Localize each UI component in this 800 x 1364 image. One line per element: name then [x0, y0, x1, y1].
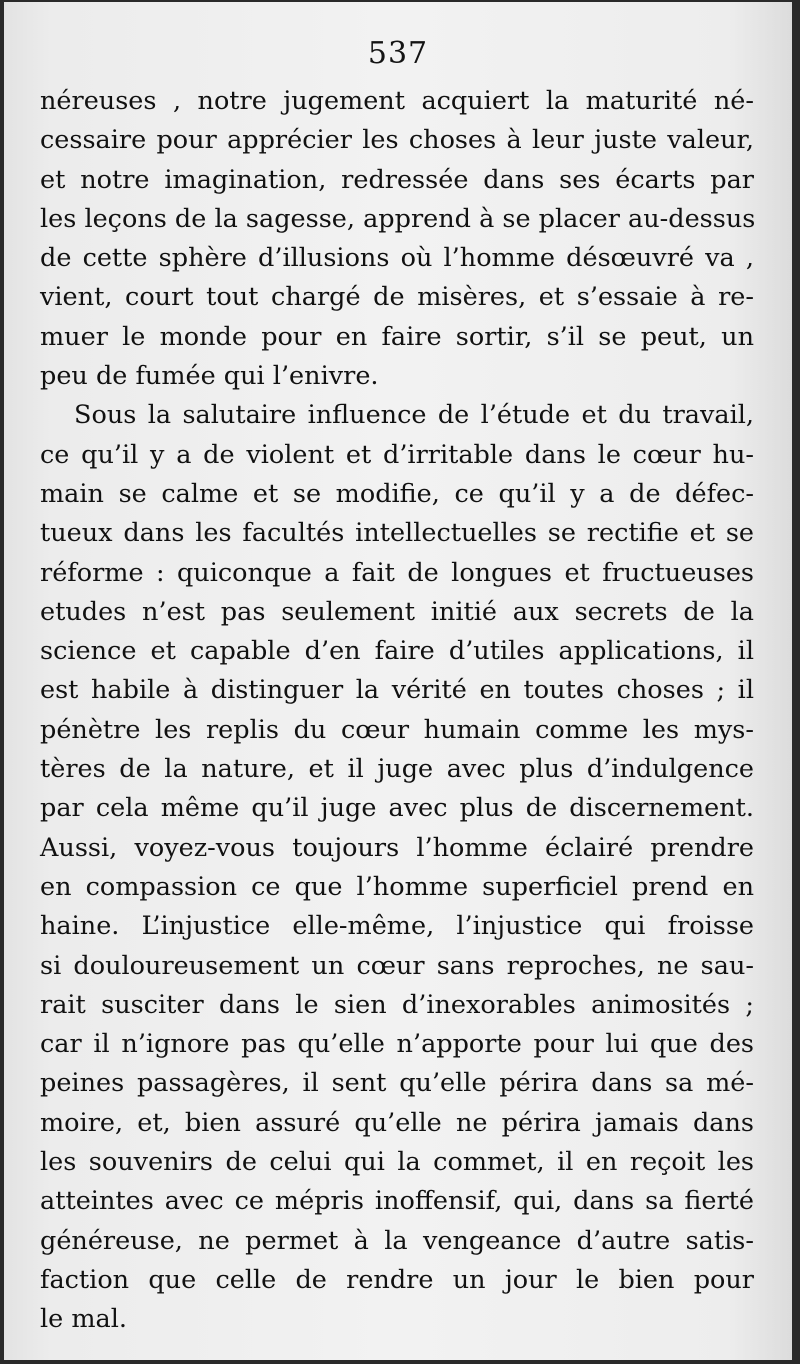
body-text — [40, 82, 754, 1340]
text-line: tueux dans les facultés intellectuelles se rectifie et se — [40, 518, 754, 549]
text-line: généreuse, ne permet à la vengeance d’autre satis- — [40, 1225, 754, 1256]
text-line: en compassion ce que l’homme superficiel prend en — [40, 871, 754, 902]
text-line: si douloureusement un cœur sans reproches, ne sau- — [40, 950, 754, 981]
text-line: rait susciter dans le sien d’inexorables animosités ; — [40, 989, 754, 1020]
text-line: haine. L’injustice elle-même, l’injustice qui froisse — [40, 911, 754, 942]
text-line: ce qu’il y a de violent et d’irritable dans le cœur hu- — [40, 439, 754, 470]
text-line: les souvenirs de celui qui la commet, il en reçoit les — [40, 1147, 754, 1178]
text-line: cessaire pour apprécier les choses à leur juste valeur, — [40, 125, 754, 156]
paragraph-1 — [40, 82, 754, 396]
text-line: Aussi, voyez-vous toujours l’homme éclairé prendre — [40, 832, 754, 863]
text-line: science et capable d’en faire d’utiles applications, il — [40, 636, 754, 667]
text-line: car il n’ignore pas qu’elle n’apporte pour lui que des — [40, 1029, 754, 1060]
text-line: vient, court tout chargé de misères, et s’essaie à re- — [40, 282, 754, 313]
book-page — [4, 2, 792, 1360]
text-line: est habile à distinguer la vérité en toutes choses ; il — [40, 675, 754, 706]
text-line: faction que celle de rendre un jour le bien pour — [40, 1264, 754, 1295]
text-line: moire, et, bien assuré qu’elle ne périra jamais dans — [40, 1107, 754, 1138]
text-line: le mal. — [40, 1304, 127, 1335]
text-line: etudes n’est pas seulement initié aux secrets de la — [40, 596, 754, 627]
text-line: tères de la nature, et il juge avec plus d’indulgence — [40, 754, 754, 785]
text-line: Sous la salutaire influence de l’étude et du travail, — [74, 400, 754, 431]
text-line: de cette sphère d’illusions où l’homme désœuvré va , — [40, 243, 754, 274]
text-line: par cela même qu’il juge avec plus de discernement. — [40, 793, 754, 824]
text-line: et notre imagination, redressée dans ses écarts par — [40, 164, 754, 195]
text-line: réforme : quiconque a fait de longues et fructueuses — [40, 557, 754, 588]
text-line: peu de fumée qui l’enivre. — [40, 361, 379, 392]
text-line: main se calme et se modifie, ce qu’il y a de défec- — [40, 478, 754, 509]
text-line: les leçons de la sagesse, apprend à se placer au-dessus — [40, 203, 756, 234]
text-line: atteintes avec ce mépris inoffensif, qui, dans sa fierté — [40, 1186, 754, 1217]
page-number: 537 — [367, 36, 429, 71]
paragraph-2 — [40, 396, 754, 1339]
text-line: pénètre les replis du cœur humain comme les mys- — [40, 714, 754, 745]
text-line: néreuses , notre jugement acquiert la maturité né- — [40, 86, 754, 116]
text-line: muer le monde pour en faire sortir, s’il se peut, un — [40, 321, 754, 352]
text-line: peines passagères, il sent qu’elle périra dans sa mé- — [40, 1068, 754, 1099]
